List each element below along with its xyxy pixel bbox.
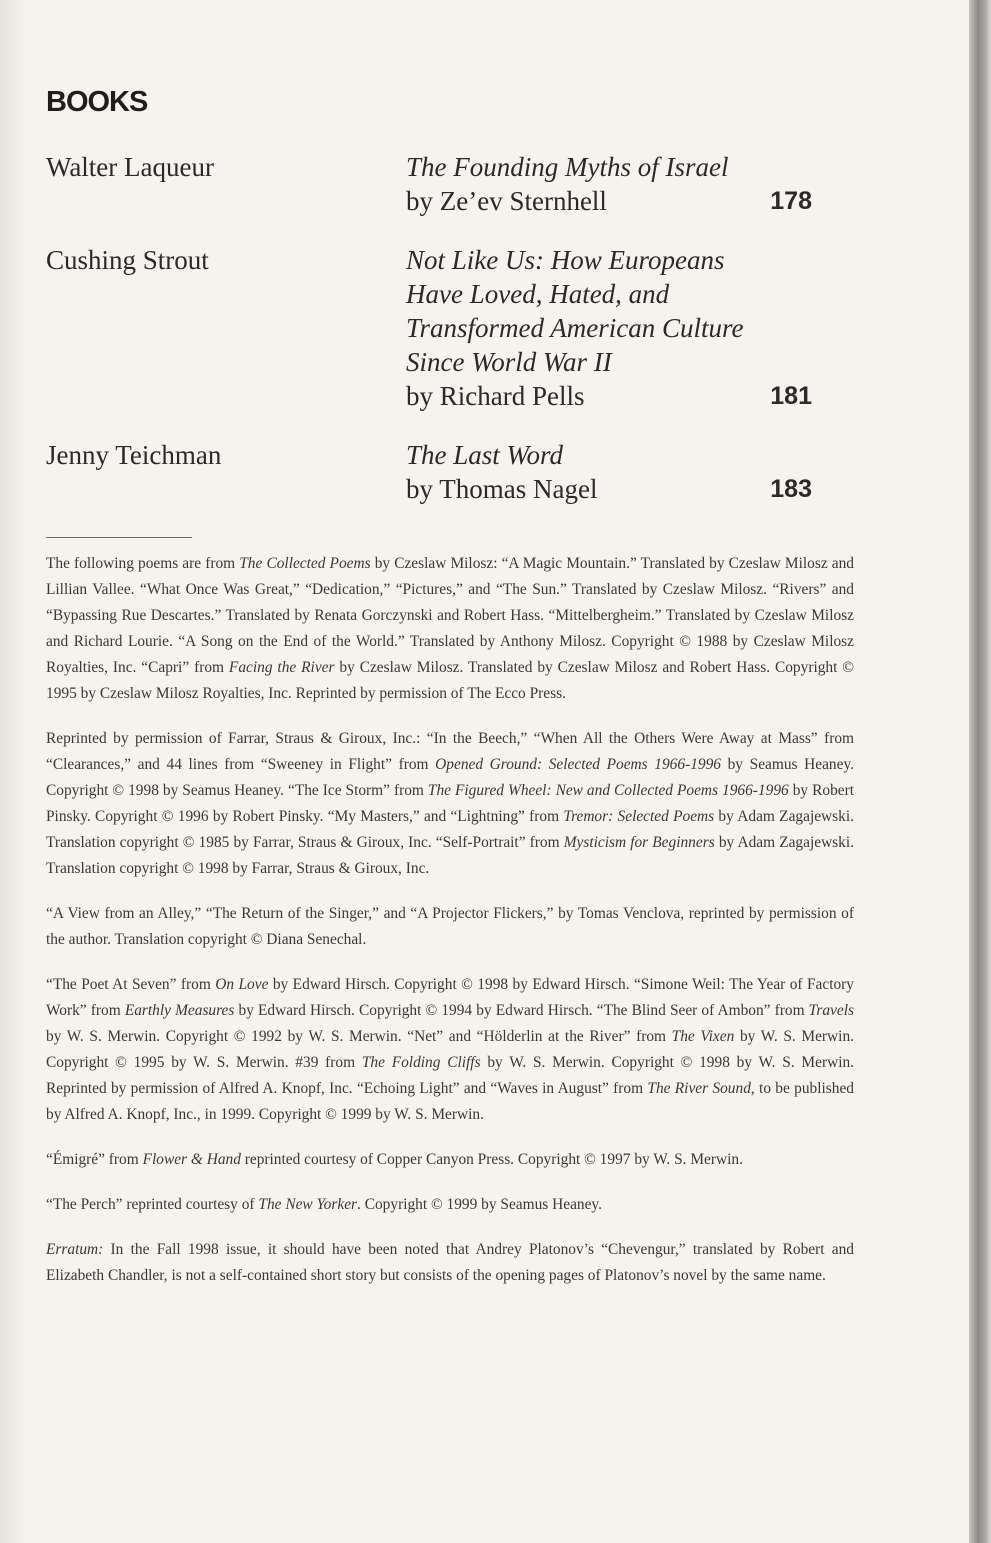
note-title: Travels [808,1002,854,1019]
note-text: by W. S. Merwin. Copyright © 1995 by W. S. Merwin. #39 from [46,1028,854,1071]
book-title-block [406,150,756,218]
note-text: “The Poet At Seven” from [46,976,216,993]
reviewer-name: Jenny Teichman [46,440,222,470]
note-title: The Folding Cliffs [361,1054,481,1071]
reviewer-name: Walter Laqueur [46,152,214,182]
section-heading: BOOKS [46,86,148,118]
note-text: by W. S. Merwin. Copyright © 1992 by W. S. Merwin. “Net” and “Hölderlin at the River” from [46,1028,672,1045]
note-text: by Edward Hirsch. Copyright © 1994 by Edward Hirsch. “The Blind Seer of Ambon” from [234,1002,809,1019]
note-title: Facing the River [228,659,335,676]
erratum-label: Erratum: [46,1241,104,1258]
book-author: by Ze’ev Sternhell [406,186,607,216]
note-title: The Vixen [671,1028,735,1045]
note-text: , to be published by Alfred A. Knopf, Inc., in 1999. Copyright © 1999 by W. S. Merwin. [46,1080,854,1123]
note-text: by Czeslaw Milosz. Translated by Czeslaw Milosz and Robert Hass. Copyright © 1995 by Czeslaw Milosz Royalties, Inc. Reprinted by permission of The Ecco Press. [46,659,854,702]
note-text: “A View from an Alley,” “The Return of the Singer,” and “A Projector Flickers,” by Tomas Venclova, reprinted by permission of the author. Translation copyright © Diana Senechal. [46,905,854,948]
note-title: Mysticism for Beginners [563,834,715,851]
note-title: Opened Ground: Selected Poems 1966-1996 [435,756,721,773]
page-gutter-shadow [0,0,26,1543]
note-title: The New Yorker [258,1196,358,1213]
book-title-line: Transformed American Culture [406,313,744,343]
book-author: by Thomas Nagel [406,474,598,504]
note-title: Tremor: Selected Poems [563,808,715,825]
permissions-paragraph [46,726,854,882]
note-text: by Adam Zagajewski. Translation copyright © 1998 by Farrar, Straus & Giroux, Inc. [46,834,854,877]
note-text: by Seamus Heaney. Copyright © 1998 by Seamus Heaney. “The Ice Storm” from [46,756,854,799]
book-title-line: The Founding Myths of Israel [406,152,729,182]
note-text: Reprinted by permission of Farrar, Straus & Giroux, Inc.: “In the Beech,” “When All the Others Were Away at Mass” from “Clearances,” and 44 lines from “Sweeney in Flight” from [46,730,854,773]
permissions-paragraph [46,551,854,707]
note-title: The Figured Wheel: New and Collected Poems 1966-1996 [427,782,789,799]
permissions-paragraph [46,901,854,953]
note-title: The Collected Poems [239,555,371,572]
book-title-block [406,438,756,506]
note-text: by Edward Hirsch. Copyright © 1998 by Edward Hirsch. “Simone Weil: The Year of Factory Work” from [46,976,854,1019]
permissions-paragraph [46,972,854,1128]
note-text: . Copyright © 1999 by Seamus Heaney. [357,1196,602,1213]
section-divider [46,537,192,538]
page-number: 181 [770,382,812,410]
permissions-paragraph [46,1147,854,1173]
note-text: by Robert Pinsky. Copyright © 1996 by Robert Pinsky. “My Masters,” and “Lightning” from [46,782,854,825]
page-number: 183 [770,475,812,503]
book-title-line: Have Loved, Hated, and [406,279,670,309]
book-title-block [406,243,756,413]
permissions-notes [46,551,854,1308]
note-title: Earthly Measures [124,1002,235,1019]
note-text: reprinted courtesy of Copper Canyon Press. Copyright © 1997 by W. S. Merwin. [240,1151,743,1168]
page-edge-shadow [969,0,991,1543]
erratum-paragraph [46,1237,854,1289]
note-text: “Émigré” from [46,1151,143,1168]
permissions-paragraph [46,1192,854,1218]
note-text: by Adam Zagajewski. Translation copyright © 1985 by Farrar, Straus & Giroux, Inc. “Self-Portrait” from [46,808,854,851]
note-title: Flower & Hand [142,1151,241,1168]
note-text: by W. S. Merwin. Copyright © 1998 by W. S. Merwin. Reprinted by permission of Alfred A. Knopf, Inc. “Echoing Light” and “Waves in August” from [46,1054,855,1097]
book-author: by Richard Pells [406,381,585,411]
note-text: “The Perch” reprinted courtesy of [46,1196,259,1213]
reviewer-name: Cushing Strout [46,245,209,275]
note-title: On Love [215,976,269,993]
note-text: In the Fall 1998 issue, it should have been noted that Andrey Platonov’s “Chevengur,” translated by Robert and Elizabeth Chandler, is not a self-contained short story but consists of the opening pages of Platonov’s novel by the same name. [46,1241,854,1284]
note-title: The River Sound [647,1080,751,1097]
page-number: 178 [770,187,812,215]
note-text: by Czeslaw Milosz: “A Magic Mountain.” Translated by Czeslaw Milosz and Lillian Vallee. “What Once Was Great,” “Dedication,” “Pictures,” and “The Sun.” Translated by Czeslaw Milosz. “Rivers” and “Bypassing Rue Descartes.” Translated by Renata Gorczynski and Robert Hass. “Mittelbergheim.” Translated by Czeslaw Milosz and Richard Lourie. “A Song on the End of the World.” Translated by Anthony Milosz. Copyright © 1988 by Czeslaw Milosz Royalties, Inc. “Capri” from [46,555,854,676]
book-title-line: Not Like Us: How Europeans [406,245,725,275]
book-title-line: Since World War II [406,347,612,377]
note-text: The following poems are from [46,555,240,572]
book-title-line: The Last Word [406,440,564,470]
